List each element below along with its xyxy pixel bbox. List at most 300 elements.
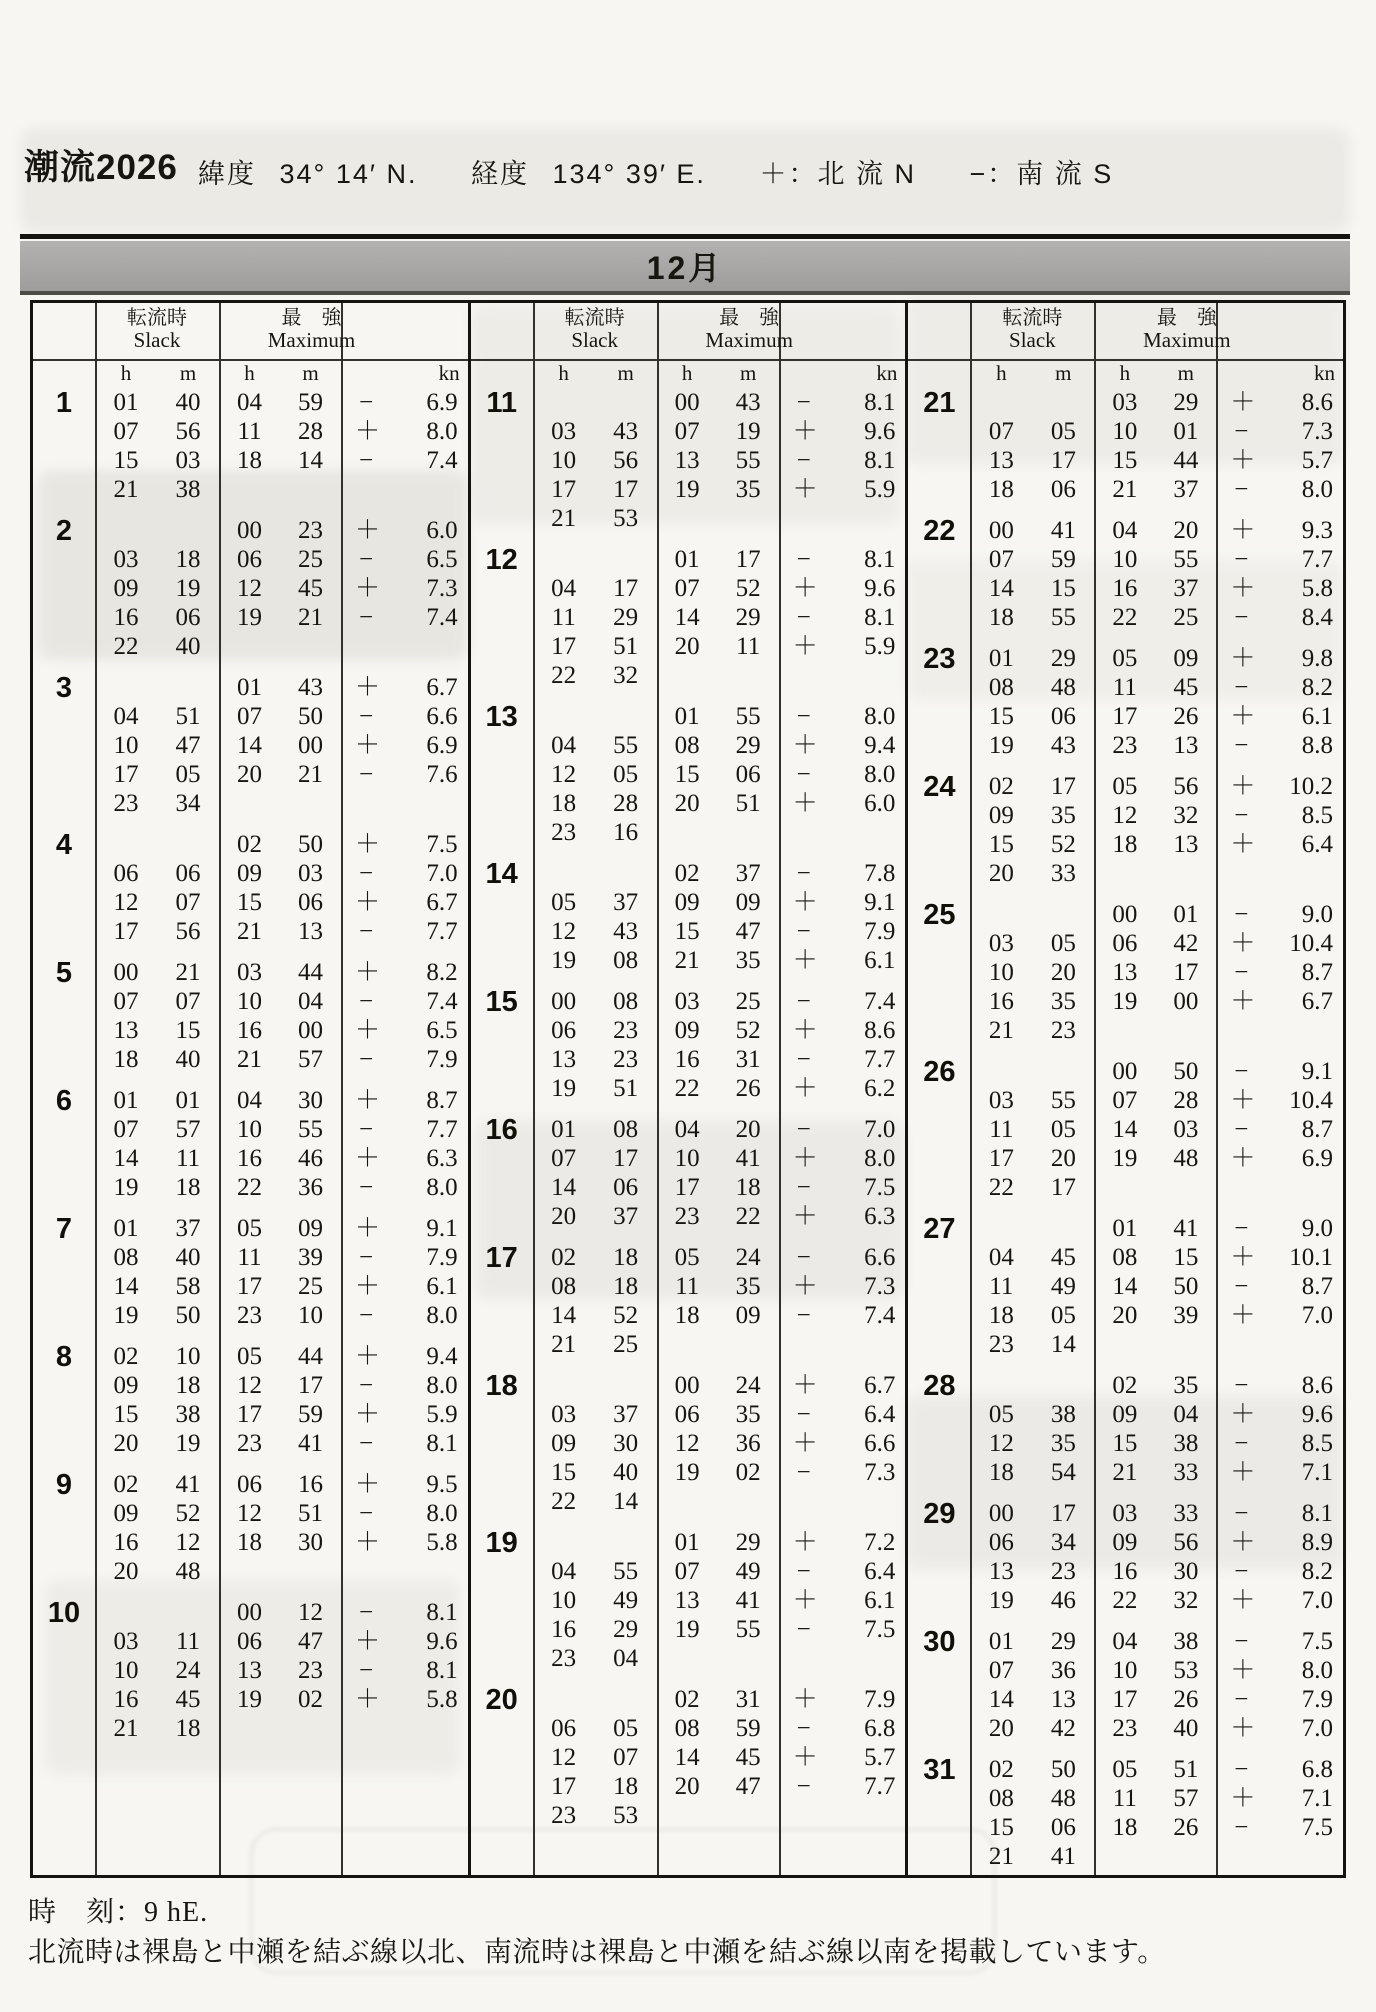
slack-hour: 07	[988, 546, 1014, 573]
speed-knots: 5.8	[426, 1686, 458, 1713]
slack-minute: 17	[613, 1145, 639, 1172]
slack-hour: 20	[551, 1203, 577, 1230]
slack-hour: 16	[113, 604, 139, 631]
max-hour: 08	[674, 732, 700, 759]
max-hour: 01	[674, 546, 700, 573]
speed-knots: 6.0	[864, 790, 896, 817]
slack-hour	[533, 545, 595, 574]
current-entry	[779, 818, 906, 847]
day-number: 11	[486, 387, 517, 419]
legend-south: −：南 流 S	[969, 159, 1114, 189]
max-minute: 47	[735, 918, 761, 945]
slack-hour: 01	[988, 1628, 1014, 1655]
speed-knots: 8.7	[1301, 1273, 1334, 1300]
unit-minute: m	[617, 361, 634, 385]
slack-hour	[970, 1214, 1032, 1243]
max-hour: 06	[237, 546, 262, 573]
unit-knots: kn	[1314, 361, 1336, 385]
slack-minute: 16	[613, 819, 639, 846]
max-minute: 51	[1173, 1756, 1199, 1783]
speed-knots: 5.9	[426, 1401, 458, 1428]
speed-knots: 7.9	[1301, 1686, 1334, 1713]
max-hour: 16	[237, 1017, 262, 1044]
max-minute: 48	[1173, 1145, 1199, 1172]
current-entry	[341, 1598, 468, 1627]
slack-hour: 04	[551, 732, 577, 759]
slack-hour: 19	[988, 732, 1014, 759]
max-hour	[657, 504, 718, 533]
slack-minute: 40	[613, 1459, 639, 1486]
speed-knots: 8.5	[1301, 802, 1334, 829]
max-minute: 47	[735, 1773, 761, 1800]
max-minute: 26	[1173, 1686, 1199, 1713]
day-number: 19	[485, 1527, 518, 1559]
max-hour: 19	[674, 1616, 700, 1643]
speed-knots: 6.3	[864, 1203, 896, 1230]
current-entry	[779, 1557, 906, 1586]
max-hour: 05	[237, 1343, 262, 1370]
day-block	[908, 516, 1343, 632]
max-minute: 26	[1173, 1814, 1199, 1841]
current-entry	[1216, 1586, 1343, 1615]
current-entry	[341, 1016, 468, 1045]
speed-knots: 8.1	[864, 389, 896, 416]
slack-minute: 50	[1050, 1756, 1076, 1783]
day-number: 3	[55, 672, 73, 704]
max-minute: 01	[1173, 901, 1199, 928]
max-minute	[718, 661, 779, 690]
max-minute: 13	[298, 918, 323, 945]
max-minute: 19	[735, 418, 761, 445]
direction-sign: −	[1234, 959, 1249, 986]
day-block	[33, 958, 468, 1074]
slack-minute: 03	[175, 447, 201, 474]
max-hour: 00	[1112, 901, 1138, 928]
slack-minute: 50	[175, 1302, 201, 1329]
current-entry	[779, 1644, 906, 1673]
slack-hour	[95, 516, 157, 545]
speed-knots: 9.0	[1301, 901, 1334, 928]
slack-hour: 13	[988, 1558, 1014, 1585]
max-hour	[1094, 1842, 1155, 1871]
max-minute: 24	[735, 1244, 761, 1271]
slack-hour: 19	[988, 1587, 1014, 1614]
header-divider	[20, 234, 1350, 239]
slack-minute: 12	[175, 1529, 201, 1556]
maximum-label: 最 強	[281, 307, 342, 329]
direction-sign: ＋	[792, 732, 818, 759]
speed-knots: 7.7	[1301, 546, 1334, 573]
slack-hour: 17	[551, 476, 577, 503]
current-entry	[341, 1470, 468, 1499]
speed-knots: 7.9	[426, 1244, 458, 1271]
day-block	[33, 830, 468, 946]
slack-header	[95, 307, 219, 352]
slack-hour: 00	[113, 959, 139, 986]
slack-minute: 07	[613, 1744, 639, 1771]
max-minute: 24	[735, 1372, 761, 1399]
max-hour: 18	[674, 1302, 700, 1329]
direction-sign: −	[358, 1372, 374, 1399]
max-minute: 38	[1173, 1430, 1199, 1457]
day-number: 27	[923, 1213, 956, 1245]
slack-minute: 43	[1050, 732, 1076, 759]
max-hour: 12	[237, 575, 262, 602]
day-number: 7	[55, 1213, 73, 1245]
current-entry	[1216, 1557, 1343, 1586]
max-minute: 06	[298, 889, 323, 916]
max-minute: 10	[298, 1302, 323, 1329]
direction-sign: ＋	[792, 1686, 818, 1713]
slack-hour: 04	[551, 1558, 577, 1585]
slack-hour	[533, 1371, 595, 1400]
day-block	[908, 1499, 1343, 1615]
current-entry	[1216, 574, 1343, 603]
max-hour: 06	[674, 1401, 700, 1428]
slack-hour: 09	[551, 1430, 577, 1457]
slack-hour: 01	[113, 389, 139, 416]
slack-minute: 05	[1050, 930, 1076, 957]
slack-minute: 35	[1050, 802, 1076, 829]
slack-minute	[595, 1685, 657, 1714]
direction-sign: −	[1234, 476, 1249, 503]
slack-hour: 21	[113, 1715, 139, 1742]
current-entry	[1216, 1144, 1343, 1173]
speed-knots: 6.1	[1301, 703, 1334, 730]
day-number: 22	[923, 515, 956, 547]
max-hour: 11	[1112, 1785, 1137, 1812]
slack-minute: 29	[1050, 1628, 1076, 1655]
current-entry	[779, 1144, 906, 1173]
max-hour	[657, 661, 718, 690]
max-minute: 32	[1173, 1587, 1199, 1614]
max-minute: 00	[298, 1017, 323, 1044]
slack-minute	[595, 702, 657, 731]
current-entry	[1216, 545, 1343, 574]
slack-hour: 00	[551, 988, 577, 1015]
speed-knots: 10.4	[1289, 930, 1334, 957]
current-entry	[1216, 1400, 1343, 1429]
direction-sign: −	[358, 1302, 374, 1329]
month-label: 12月	[646, 250, 724, 286]
speed-knots: 7.6	[426, 761, 458, 788]
slack-minute: 47	[175, 732, 201, 759]
max-minute: 51	[298, 1500, 323, 1527]
direction-sign: ＋	[792, 1587, 818, 1614]
slack-hour: 06	[551, 1017, 577, 1044]
direction-sign: −	[1234, 1215, 1249, 1242]
max-minute: 35	[735, 1401, 761, 1428]
direction-sign: ＋	[355, 889, 381, 916]
speed-knots: 7.4	[864, 988, 896, 1015]
slack-hour: 09	[113, 1500, 139, 1527]
direction-sign: ＋	[792, 889, 818, 916]
slack-hour	[533, 859, 595, 888]
max-minute: 28	[1173, 1087, 1199, 1114]
max-hour: 07	[237, 703, 262, 730]
slack-hour: 09	[113, 575, 139, 602]
max-hour: 07	[674, 418, 700, 445]
slack-hour: 10	[113, 732, 139, 759]
direction-sign: ＋	[1230, 389, 1256, 416]
direction-sign: ＋	[1230, 1587, 1256, 1614]
day-list	[471, 388, 906, 1842]
column-group-header	[33, 307, 468, 355]
slack-minute	[1032, 1214, 1094, 1243]
max-minute: 37	[1173, 476, 1199, 503]
direction-sign: −	[1234, 418, 1249, 445]
slack-minute: 23	[613, 1017, 639, 1044]
slack-hour: 16	[551, 1616, 577, 1643]
slack-minute: 54	[1050, 1459, 1076, 1486]
direction-sign: ＋	[355, 1686, 381, 1713]
unit-minute: m	[179, 361, 197, 385]
slack-minute: 56	[175, 918, 201, 945]
speed-knots: 9.5	[426, 1471, 458, 1498]
direction-sign: −	[1234, 1430, 1249, 1457]
slack-hour: 02	[988, 773, 1014, 800]
slack-minute: 37	[613, 1203, 639, 1230]
current-entry	[779, 388, 906, 417]
direction-sign: −	[796, 860, 811, 887]
max-hour: 07	[674, 1558, 700, 1585]
day-block	[33, 1214, 468, 1330]
max-minute: 21	[298, 604, 323, 631]
slack-minute: 08	[613, 1116, 639, 1143]
day-number: 2	[55, 515, 73, 547]
max-hour: 00	[237, 517, 262, 544]
slack-hour: 10	[988, 959, 1014, 986]
max-minute	[1155, 1016, 1216, 1045]
maximum-label: 最 強	[1156, 307, 1217, 329]
direction-sign: ＋	[355, 1529, 381, 1556]
slack-minute: 15	[1050, 575, 1076, 602]
max-minute: 50	[1173, 1273, 1199, 1300]
slack-hour	[95, 673, 157, 702]
speed-knots: 8.0	[1301, 476, 1334, 503]
max-hour: 07	[674, 575, 700, 602]
max-minute: 59	[298, 1401, 323, 1428]
direction-sign: ＋	[792, 1529, 818, 1556]
max-minute	[280, 475, 341, 504]
max-hour: 21	[1112, 476, 1138, 503]
direction-sign: −	[1234, 1628, 1249, 1655]
slack-minute: 35	[1050, 988, 1076, 1015]
direction-sign: ＋	[355, 1145, 381, 1172]
slack-hour: 23	[551, 1802, 577, 1829]
speed-knots: 8.0	[864, 703, 896, 730]
direction-sign: ＋	[355, 831, 381, 858]
slack-minute: 06	[1050, 1814, 1076, 1841]
max-minute	[1155, 1842, 1216, 1871]
current-entry	[779, 917, 906, 946]
day-block	[908, 1214, 1343, 1359]
speed-knots: 6.4	[864, 1558, 896, 1585]
slack-hour: 14	[113, 1273, 139, 1300]
speed-knots: 7.1	[1301, 1459, 1334, 1486]
max-minute: 55	[735, 703, 761, 730]
current-entry	[779, 1371, 906, 1400]
current-entry	[779, 1045, 906, 1074]
slack-minute: 29	[1050, 645, 1076, 672]
speed-knots: 8.0	[426, 418, 458, 445]
current-entry	[1216, 772, 1343, 801]
max-hour: 19	[1112, 988, 1138, 1015]
day-block	[471, 1528, 906, 1673]
current-entry	[1216, 1499, 1343, 1528]
slack-hour: 17	[551, 633, 577, 660]
slack-hour: 21	[551, 505, 577, 532]
current-entry	[341, 1627, 468, 1656]
speed-knots: 5.9	[864, 476, 896, 503]
slack-hour	[533, 1528, 595, 1557]
max-minute: 09	[735, 889, 761, 916]
direction-sign: −	[796, 1616, 811, 1643]
max-hour: 16	[237, 1145, 262, 1172]
speed-knots: 7.5	[1301, 1628, 1334, 1655]
slack-hour: 01	[113, 1087, 139, 1114]
direction-sign: −	[796, 703, 811, 730]
direction-sign: ＋	[1230, 831, 1256, 858]
max-minute: 55	[1173, 546, 1199, 573]
max-minute: 52	[735, 575, 761, 602]
current-entry	[1216, 1330, 1343, 1359]
max-minute: 59	[298, 389, 323, 416]
current-entry	[1216, 1784, 1343, 1813]
speed-knots: 8.0	[426, 1174, 458, 1201]
day-block	[908, 772, 1343, 888]
max-minute: 43	[298, 674, 323, 701]
slack-minute: 51	[613, 1075, 639, 1102]
day-block	[33, 1342, 468, 1458]
max-minute: 35	[1173, 1372, 1199, 1399]
direction-sign: ＋	[1230, 703, 1256, 730]
current-entry	[779, 1743, 906, 1772]
direction-sign: ＋	[1230, 1302, 1256, 1329]
speed-knots: 8.0	[426, 1302, 458, 1329]
current-entry	[341, 1272, 468, 1301]
current-entry	[779, 1243, 906, 1272]
max-minute: 30	[298, 1529, 323, 1556]
max-minute: 55	[298, 1116, 323, 1143]
slack-minute: 18	[175, 546, 201, 573]
speed-knots: 8.7	[1301, 959, 1334, 986]
current-entry	[779, 504, 906, 533]
max-minute: 55	[735, 1616, 761, 1643]
max-hour: 11	[1112, 674, 1137, 701]
max-minute: 17	[1173, 959, 1199, 986]
max-hour: 03	[674, 988, 700, 1015]
direction-sign: ＋	[1230, 1244, 1256, 1271]
speed-knots: 7.5	[1301, 1814, 1334, 1841]
current-entry	[341, 1243, 468, 1272]
unit-knots: kn	[438, 361, 460, 385]
slack-hour: 15	[113, 447, 139, 474]
current-entry	[1216, 900, 1343, 929]
slack-minute: 20	[1050, 959, 1076, 986]
maximum-sublabel: Maximum	[705, 328, 793, 352]
slack-hour: 13	[988, 447, 1014, 474]
direction-sign: −	[358, 1500, 374, 1527]
day-number: 1	[55, 387, 73, 419]
current-entry	[341, 1557, 468, 1586]
slack-minute: 40	[175, 633, 201, 660]
slack-minute: 49	[613, 1587, 639, 1614]
slack-minute: 17	[613, 575, 639, 602]
speed-knots: 5.8	[1301, 575, 1334, 602]
slack-hour: 01	[988, 645, 1014, 672]
max-hour: 01	[1112, 1215, 1138, 1242]
current-entry	[1216, 830, 1343, 859]
max-hour: 09	[674, 1017, 700, 1044]
max-minute: 44	[1173, 447, 1199, 474]
max-minute: 21	[298, 761, 323, 788]
current-entry	[1216, 1656, 1343, 1685]
max-minute	[718, 818, 779, 847]
current-entry	[779, 859, 906, 888]
slack-hour: 20	[113, 1558, 139, 1585]
slack-minute	[595, 1371, 657, 1400]
speed-knots: 7.9	[864, 1686, 896, 1713]
max-hour: 12	[237, 1500, 262, 1527]
slack-hour: 18	[988, 604, 1014, 631]
current-entry	[779, 1801, 906, 1830]
slack-hour: 18	[988, 476, 1014, 503]
current-entry	[779, 1458, 906, 1487]
speed-knots: 5.7	[864, 1744, 896, 1771]
slack-hour: 22	[551, 1488, 577, 1515]
max-minute: 13	[1173, 732, 1199, 759]
direction-sign: −	[1234, 901, 1249, 928]
slack-minute	[595, 545, 657, 574]
max-minute: 04	[1173, 1401, 1199, 1428]
speed-knots: 9.1	[426, 1215, 458, 1242]
speed-knots: 9.6	[864, 575, 896, 602]
slack-hour: 20	[988, 1715, 1014, 1742]
speed-knots: 6.9	[426, 732, 458, 759]
slack-minute: 45	[1050, 1244, 1076, 1271]
unit-hour: h	[558, 361, 569, 385]
slack-hour: 12	[988, 1430, 1014, 1457]
max-hour: 23	[1112, 1715, 1138, 1742]
slack-hour: 01	[113, 1215, 139, 1242]
slack-sublabel: Slack	[571, 328, 618, 352]
current-entry	[779, 1301, 906, 1330]
current-entry	[779, 789, 906, 818]
max-hour: 02	[1112, 1372, 1138, 1399]
day-number: 5	[55, 957, 73, 989]
max-minute: 45	[298, 575, 323, 602]
current-entry	[341, 1371, 468, 1400]
direction-sign: −	[358, 918, 374, 945]
current-entry	[779, 1429, 906, 1458]
slack-minute: 37	[175, 1215, 201, 1242]
max-minute: 59	[735, 1715, 761, 1742]
slack-minute: 42	[1050, 1715, 1076, 1742]
slack-minute: 08	[613, 988, 639, 1015]
current-entry	[341, 830, 468, 859]
day-list	[33, 388, 468, 1755]
max-minute: 26	[735, 1075, 761, 1102]
slack-minute: 48	[1050, 674, 1076, 701]
speed-knots: 9.6	[426, 1628, 458, 1655]
direction-sign: ＋	[355, 1471, 381, 1498]
max-hour: 20	[237, 761, 262, 788]
current-entry	[779, 760, 906, 789]
speed-knots: 9.1	[864, 889, 896, 916]
slack-hour: 02	[988, 1756, 1014, 1783]
max-hour: 23	[237, 1430, 262, 1457]
